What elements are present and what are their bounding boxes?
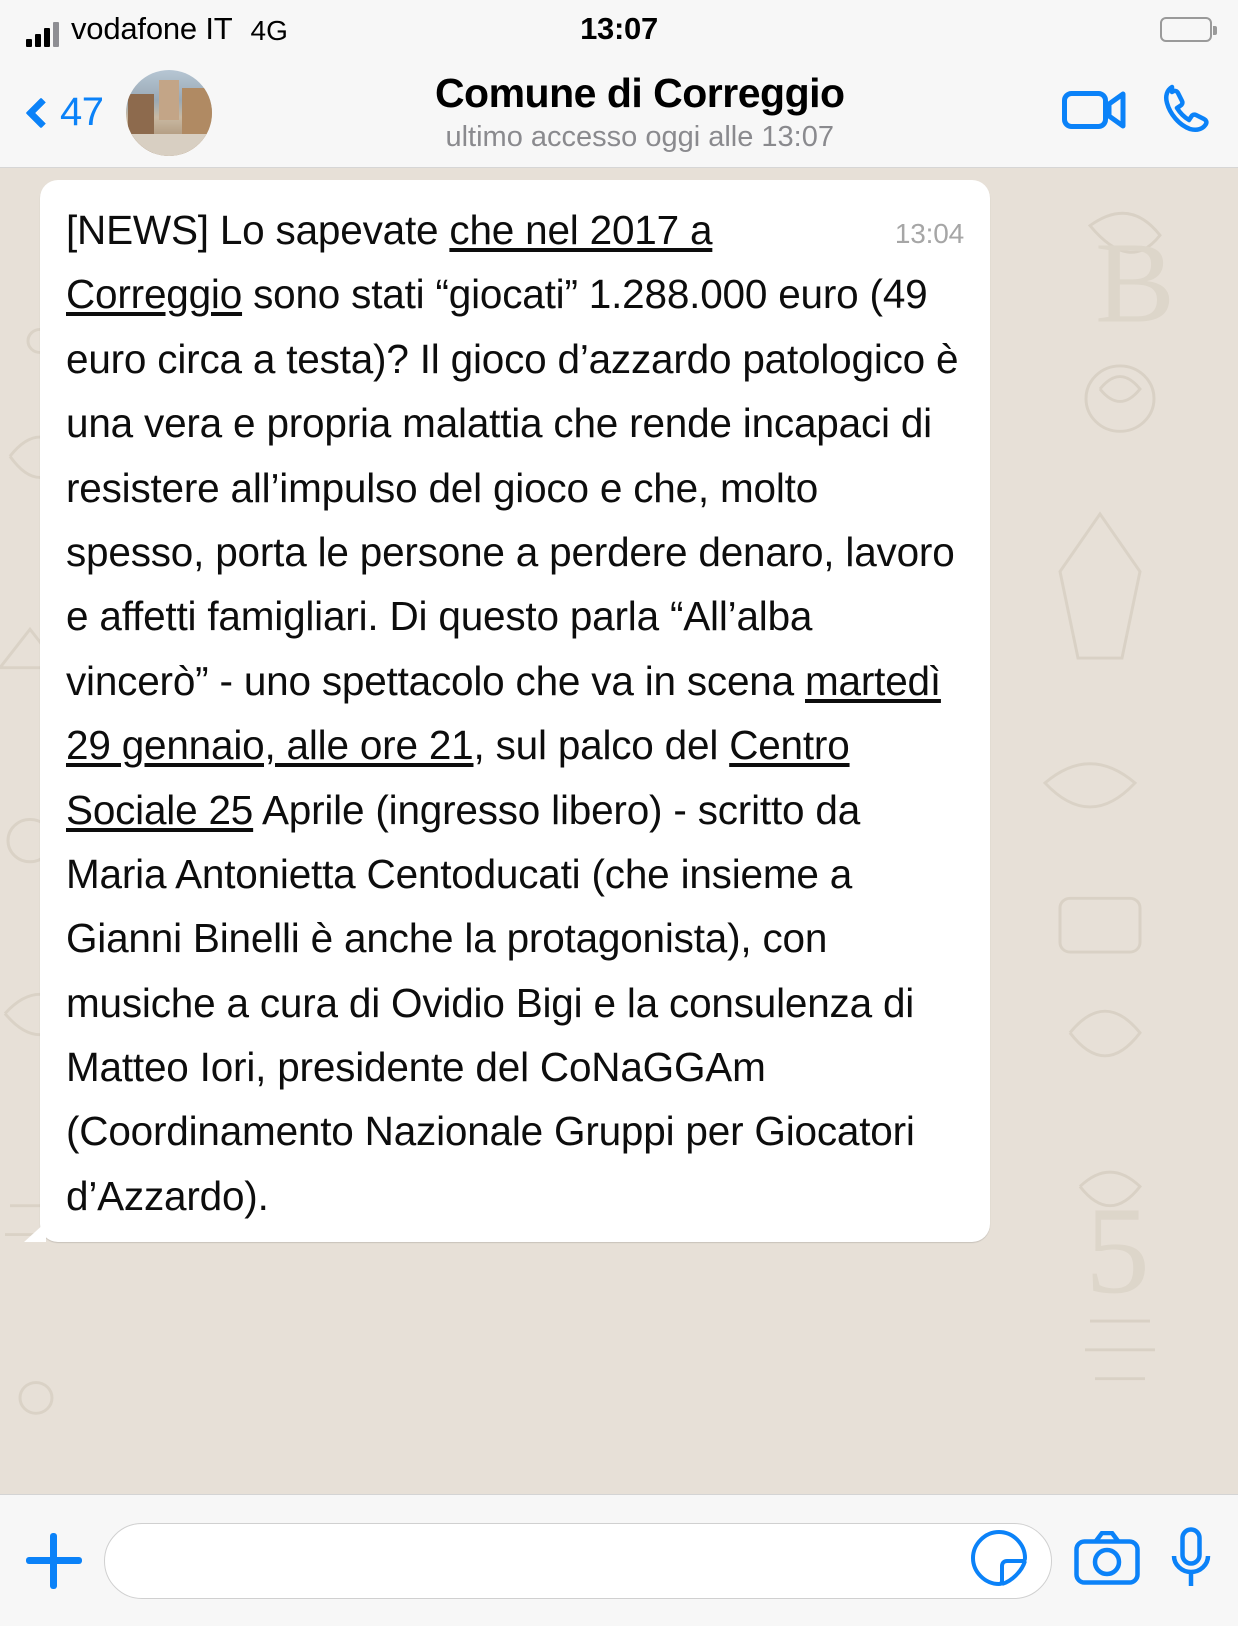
svg-text:5: 5 xyxy=(1085,1180,1150,1320)
unread-count-label: 47 xyxy=(60,90,104,134)
carrier-label: vodafone IT xyxy=(71,11,233,46)
message-bubble[interactable] xyxy=(40,180,990,1242)
message-text-segment: Aprile (ingresso libero) - scritto da Maria Antonietta Centoducati (che insieme a Gianni Binelli è anche la protagonista), con musiche a cura di Ovidio Bigi e la consulenza di Matteo Iori, presidente del CoNaGGAm (Coordinamento Nazionale Gruppi per Giocatori d’Azzardo). xyxy=(66,786,915,1219)
back-button[interactable] xyxy=(30,90,104,135)
svg-text:B: B xyxy=(1095,219,1176,348)
battery-low-icon xyxy=(1160,17,1212,42)
message-list[interactable] xyxy=(0,168,1238,1494)
chevron-left-icon xyxy=(25,97,56,128)
message-timestamp: 13:04 xyxy=(894,218,964,249)
status-bar xyxy=(0,0,1238,58)
camera-icon[interactable] xyxy=(1074,1531,1140,1590)
composer-actions xyxy=(1074,1527,1212,1594)
status-clock: 13:07 xyxy=(580,11,658,46)
page-title: Comune di Correggio xyxy=(434,70,845,117)
chat-header xyxy=(0,58,1238,168)
message-composer xyxy=(0,1494,1238,1626)
message-text-segment: , sul palco del xyxy=(473,722,730,769)
message-link-segment[interactable]: martedì 29 gennaio, alle ore 21 xyxy=(66,657,941,769)
video-camera-icon[interactable] xyxy=(1062,88,1126,137)
phone-icon[interactable] xyxy=(1160,82,1216,143)
message-input[interactable] xyxy=(133,1541,969,1580)
message-link-segment[interactable]: che nel 2017 a Correggio xyxy=(66,207,713,318)
message-text xyxy=(66,198,964,1228)
last-seen-label: ultimo accesso oggi alle 13:07 xyxy=(445,120,834,153)
message-input-wrapper[interactable] xyxy=(104,1523,1052,1599)
network-type-label: 4G xyxy=(250,15,288,46)
message-text-segment: [NEWS] Lo sapevate xyxy=(66,207,450,253)
header-actions xyxy=(1062,82,1216,143)
message-text-segment: sono stati “giocati” 1.288.000 euro (49 euro circa a testa)? Il gioco d’azzardo patologico è una vera e propria malattia che rende incapaci di resistere all’impulso del gioco e che, molto spesso, porta le persone a perdere denaro, lavoro e affetti famigliari. Di questo parla “All’alba vincerò” - uno spettacolo che va in scena xyxy=(66,271,959,704)
avatar[interactable] xyxy=(126,70,212,156)
plus-icon[interactable] xyxy=(26,1533,82,1589)
message-link-segment[interactable]: Centro Sociale 25 xyxy=(66,722,850,833)
contact-info[interactable] xyxy=(232,71,1049,153)
message-body xyxy=(66,207,958,1219)
microphone-icon[interactable] xyxy=(1170,1527,1212,1594)
sticker-icon[interactable] xyxy=(969,1528,1029,1593)
status-right-group xyxy=(1160,17,1212,42)
